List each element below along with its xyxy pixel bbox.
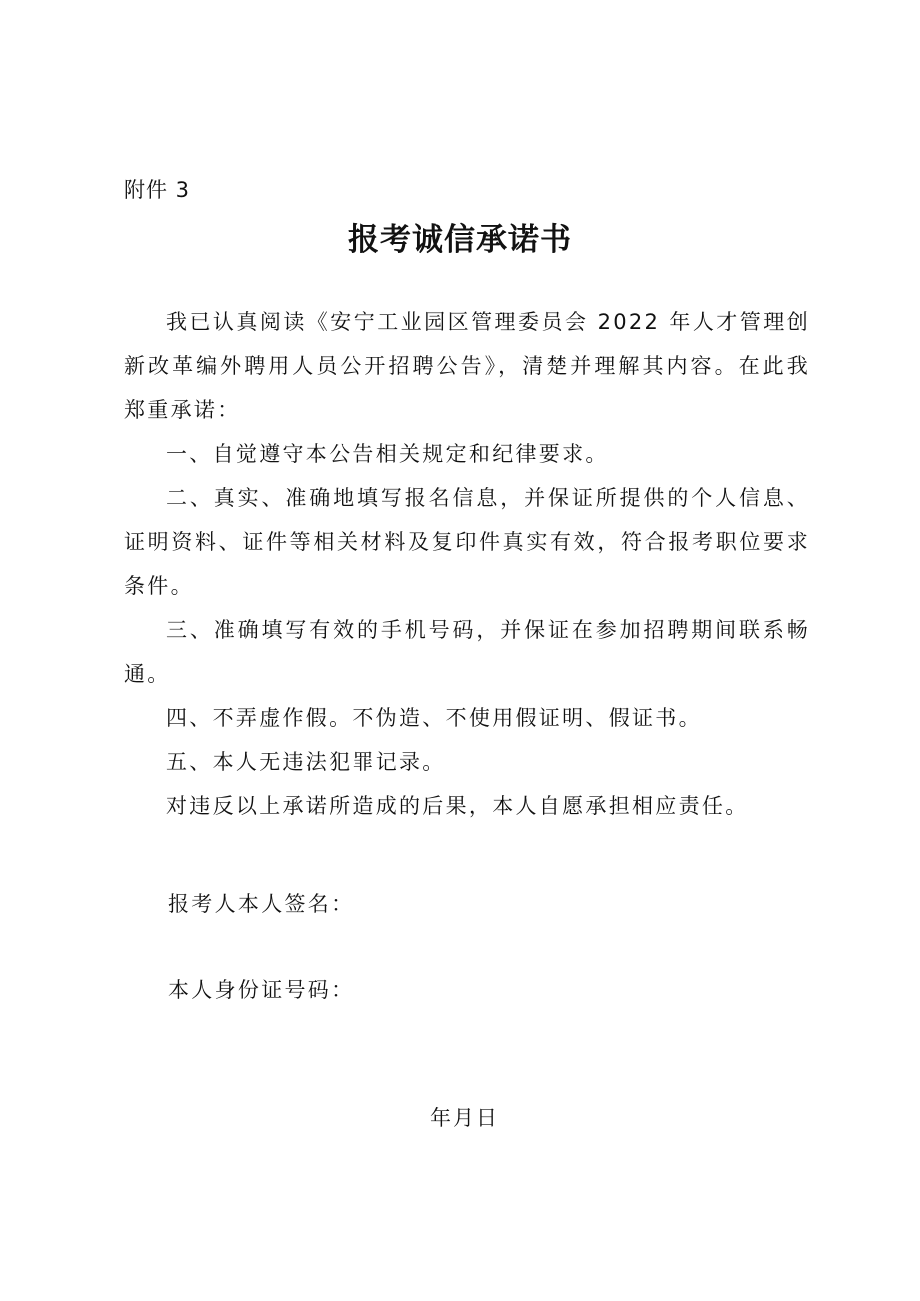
commitment-item-4: 四、不弄虚作假。不伪造、不使用假证明、假证书。 [166, 706, 702, 730]
intro-paragraph: 我已认真阅读《安宁工业园区管理委员会 2022 年人才管理创新改革编外聘用人员公开招聘公告》，清楚并理解其内容。在此我郑重承诺： [124, 310, 810, 422]
document-title: 报考诚信承诺书 [348, 222, 572, 258]
commitment-item-3: 三、准确填写有效的手机号码，并保证在参加招聘期间联系畅通。 [124, 618, 810, 686]
commitment-item-2: 二、真实、准确地填写报名信息，并保证所提供的个人信息、证明资料、证件等相关材料及复印件真实有效，符合报考职位要求条件。 [124, 486, 810, 598]
commitment-body [124, 300, 810, 828]
commitment-item-1: 一、自觉遵守本公告相关规定和纪律要求。 [166, 442, 609, 466]
date-label: 年月日 [430, 1106, 499, 1130]
signature-label: 报考人本人签名： [168, 892, 355, 916]
responsibility-statement: 对违反以上承诺所造成的后果，本人自愿承担相应责任。 [166, 794, 749, 818]
commitment-item-5: 五、本人无违法犯罪记录。 [166, 750, 446, 774]
id-number-label: 本人身份证号码： [168, 978, 355, 1002]
attachment-label: 附件 3 [124, 178, 191, 202]
